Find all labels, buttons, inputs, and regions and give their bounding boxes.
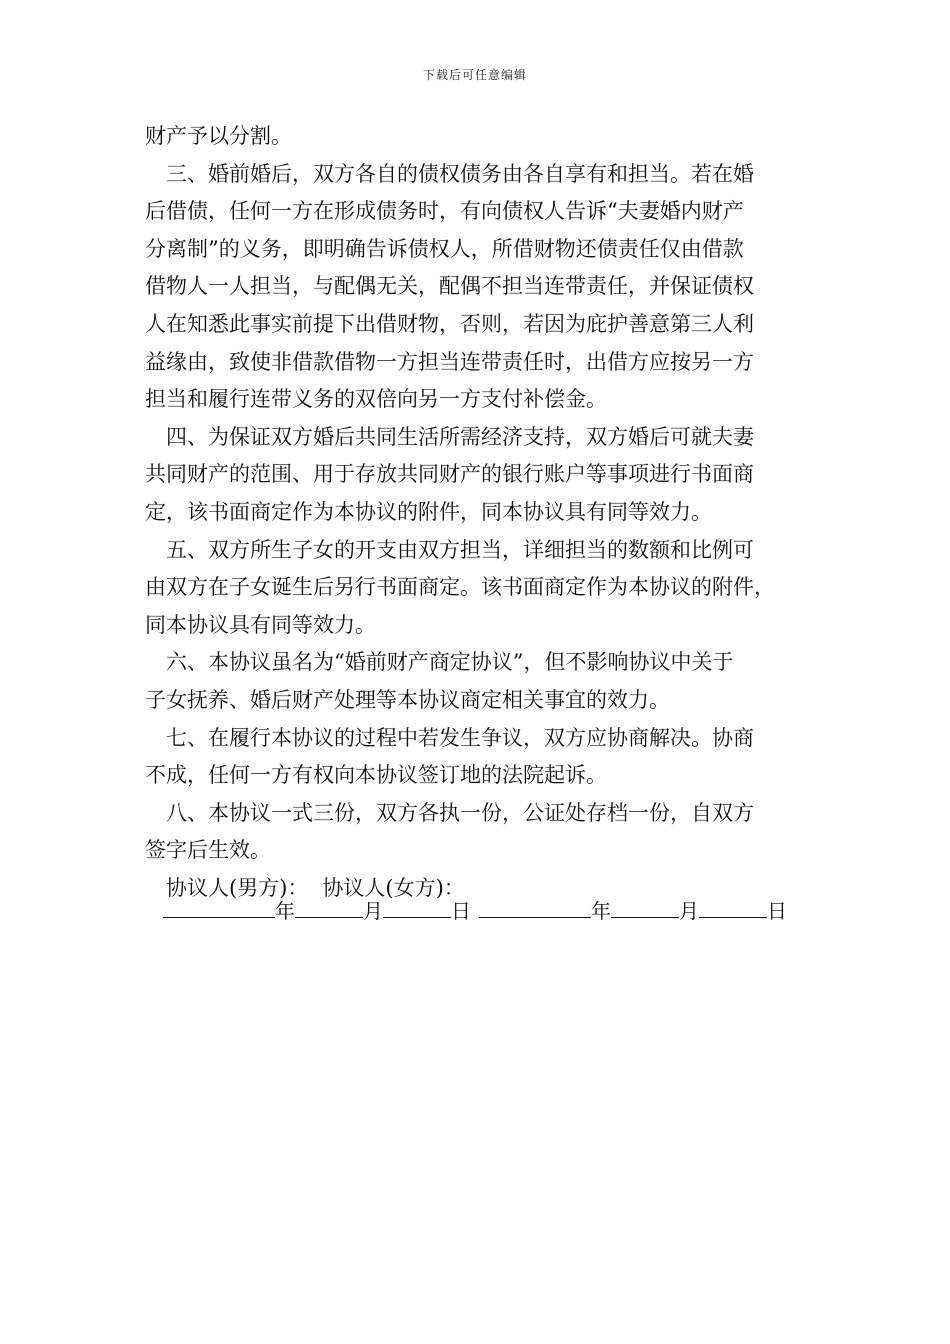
clause-8-line: 八、本协议一式三份，双方各执一份，公证处存档一份，自双方 <box>166 800 754 825</box>
page-header: 下载后可任意编辑 <box>422 68 527 82</box>
text-line: 益缘由，致使非借款借物一方担当连带责任时，出借方应按另一方 <box>145 349 754 374</box>
text-line: 担当和履行连带义务的双倍向另一方支付补偿金。 <box>145 387 607 412</box>
clause-6-line: 六、本协议虽名为“婚前财产商定协议”，但不影响协议中关于 <box>166 650 734 675</box>
clause-4-line: 四、为保证双方婚后共同生活所需经济支持，双方婚后可就夫妻 <box>166 424 754 449</box>
day-label: 日 <box>451 899 471 923</box>
clause-3-line: 三、婚前婚后，双方各自的债权债务由各自享有和担当。若在婚 <box>166 161 754 186</box>
text-line: 不成，任何一方有权向本协议签订地的法院起诉。 <box>145 763 607 788</box>
text-line: 财产予以分割。 <box>145 124 292 148</box>
female-year-blank <box>479 899 591 918</box>
clause-5-line: 五、双方所生子女的开支由双方担当，详细担当的数额和比例可 <box>166 537 754 562</box>
month-label: 月 <box>363 899 383 923</box>
text-line: 子女抚养、婚后财产处理等本协议商定相关事宜的效力。 <box>145 687 670 712</box>
male-day-blank <box>383 899 451 918</box>
text-line: 签字后生效。 <box>145 838 271 863</box>
text-line: 分离制”的义务，即明确告诉债权人，所借财物还债责任仅由借款 <box>145 236 744 261</box>
text-line: 后借债，任何一方在形成债务时，有向债权人告诉“夫妻婚内财产 <box>145 199 744 224</box>
month-label: 月 <box>679 899 699 923</box>
male-party-label: 协议人(男方)： <box>166 875 309 900</box>
text-line: 同本协议具有同等效力。 <box>145 612 376 637</box>
male-month-blank <box>295 899 363 918</box>
text-line: 由双方在子女诞生后另行书面商定。该书面商定作为本协议的附件， <box>145 575 775 600</box>
female-party-label: 协议人(女方)： <box>322 875 465 900</box>
clause-7-line: 七、在履行本协议的过程中若发生争议，双方应协商解决。协商 <box>166 725 754 750</box>
year-label: 年 <box>591 899 611 923</box>
text-line: 定，该书面商定作为本协议的附件，同本协议具有同等效力。 <box>145 499 712 524</box>
female-day-blank <box>699 899 767 918</box>
text-line: 人在知悉此事实前提下出借财物，否则，若因为庇护善意第三人利 <box>145 311 754 336</box>
male-year-blank <box>163 899 275 918</box>
day-label: 日 <box>767 899 787 923</box>
year-label: 年 <box>275 899 295 923</box>
signature-date-row <box>163 895 787 924</box>
text-line: 借物人一人担当，与配偶无关，配偶不担当连带责任，并保证债权 <box>145 274 754 299</box>
document-body <box>145 118 810 907</box>
text-line: 共同财产的范围、用于存放共同财产的银行账户等事项进行书面商 <box>145 462 754 487</box>
female-month-blank <box>611 899 679 918</box>
